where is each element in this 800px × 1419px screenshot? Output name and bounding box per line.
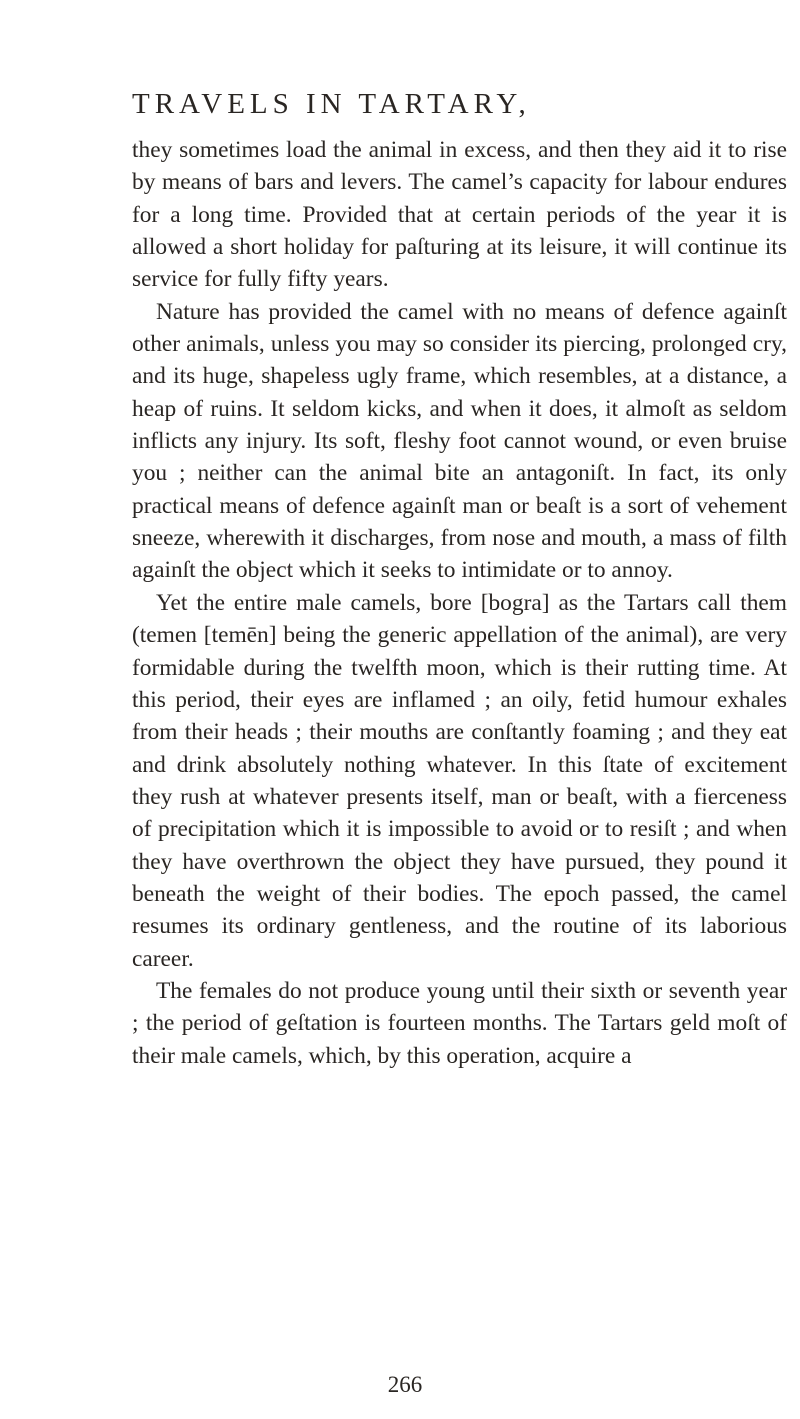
page-number xyxy=(0,1370,800,1400)
page-number-text: 266 xyxy=(387,1372,423,1397)
paragraph-rutting: Yet the entire male camels, bore [bogra] as the Tartars call them (temen [temēn] being the generic appellation of the animal), are very formidable during the twelfth moon, which is their rutting time. At this period, their eyes are inflamed ; an oily, fetid humour exhales from their heads ; their mouths are conſtantly foaming ; and they eat and drink absolutely nothing whatever. In this ſtate of excitement they rush at whatever presents itself, man or beaſt, with a fierceness of precipitation which it is impossible to avoid or to resiſt ; and when they have overthrown the object they have pursued, they pound it beneath the weight of their bodies. The epoch passed, the camel resumes its ordinary gentleness, and the routine of its laborious career. xyxy=(132,589,787,972)
paragraph-continued: they sometimes load the animal in excess, and then they aid it to rise by means of bars and levers. The camel’s capacity for labour endures for a long time. Provided that at certain periods of the year it is allowed a short holiday for paſturing at its leisure, it will continue its service for fully fifty years. xyxy=(132,137,787,293)
paragraph-females: The females do not produce young until their sixth or seventh year ; the period of geſtation is fourteen months. The Tartars geld moſt of their male camels, which, by this operation, acquire a xyxy=(132,977,787,1069)
running-head: TRAVELS IN TARTARY, xyxy=(132,88,531,120)
body-text xyxy=(132,134,787,1072)
paragraph-defence: Nature has provided the camel with no means of defence againſt other animals, unless you may so consider its piercing, prolonged cry, and its huge, shapeless ugly frame, which resembles, at a distance, a heap of ruins. It seldom kicks, and when it does, it almoſt as seldom inflicts any injury. Its soft, fleshy foot cannot wound, or even bruise you ; neither can the animal bite an antagoniſt. In fact, its only practical means of defence againſt man or beaſt is a sort of vehement sneeze, wherewith it discharges, from nose and mouth, a mass of filth againſt the object which it seeks to intimidate or to annoy. xyxy=(132,298,787,584)
book-page xyxy=(132,86,787,1072)
